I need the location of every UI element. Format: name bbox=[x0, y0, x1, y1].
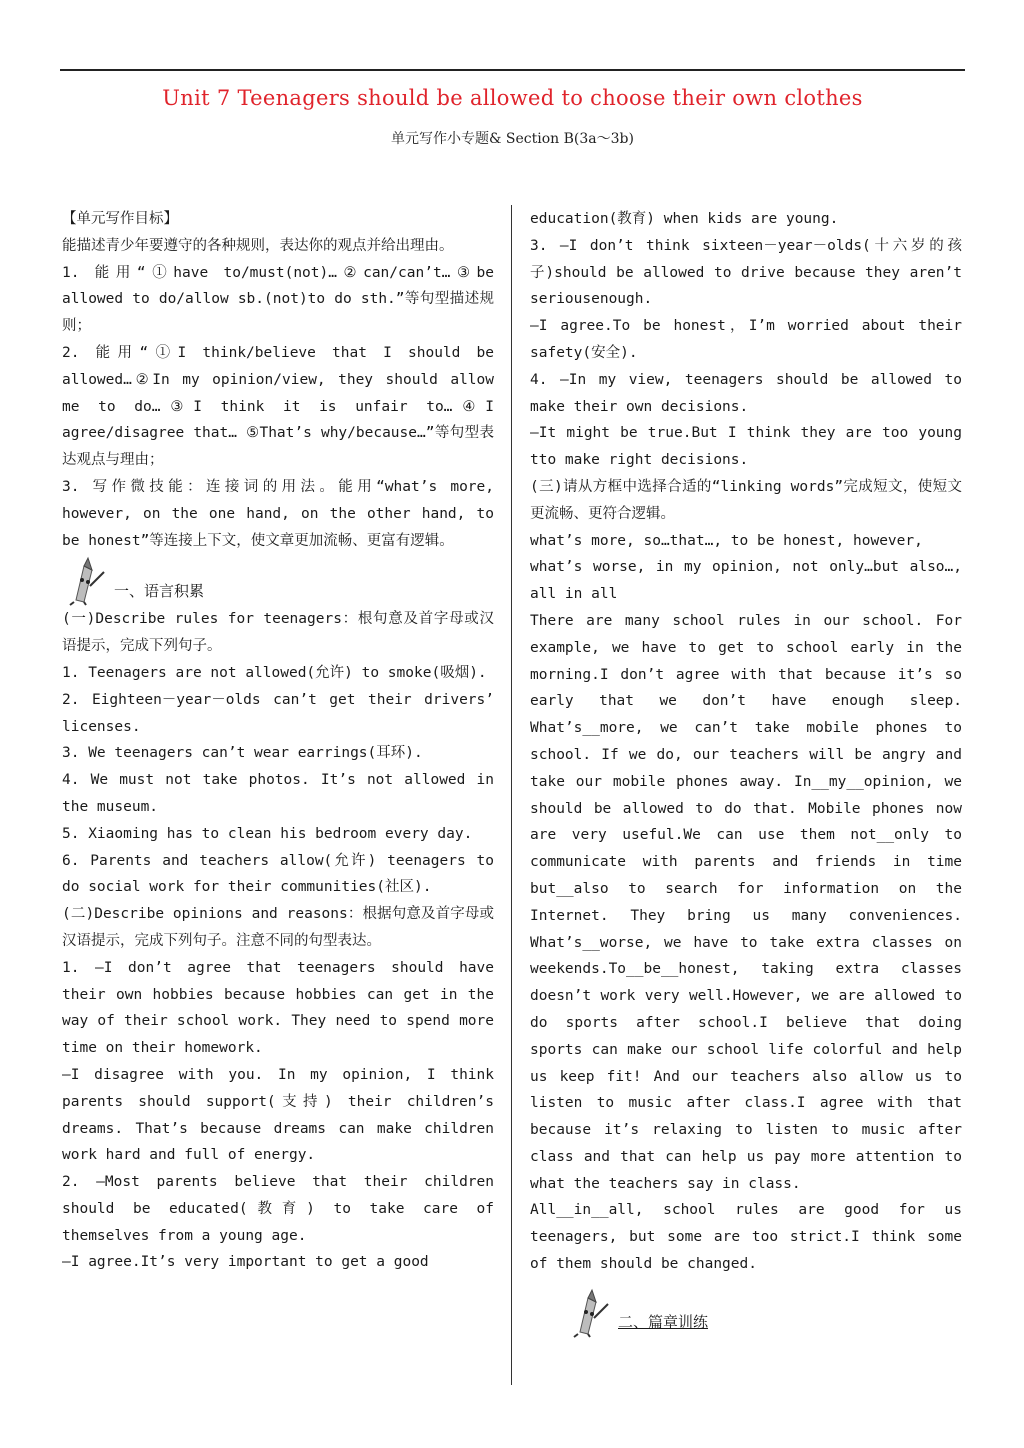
exercise-2-item-3a: 3. —I don’t think sixteen－year－olds(十六岁的孩子)should be allowed to drive because they aren’t seriousenough. bbox=[530, 237, 962, 308]
exercise-2-item-3b: —I agree.To be honest，I’m worried about their safety(安全). bbox=[530, 318, 962, 361]
linking-words-row-1: what’s more, so…that…, to be honest, however, bbox=[530, 532, 923, 549]
exercise-1-item-4: 4. We must not take photos. It’s not allowed in the museum. bbox=[62, 772, 494, 815]
exercise-2-item-1b: —I disagree with you. In my opinion, I think parents should support(支持) their children’s dreams. That’s because dreams can make children work hard and full of energy. bbox=[62, 1066, 494, 1164]
exercise-1-item-1: 1. Teenagers are not allowed(允许) to smoke(吸烟). bbox=[62, 664, 487, 681]
exercise-1-item-6: 6. Parents and teachers allow(允许) teenagers to do social work for their communities(社区). bbox=[62, 852, 494, 896]
exercise-3-instruction: (三)请从方框中选择合适的“linking words”完成短文，使短文更流畅、更符合逻辑。 bbox=[530, 478, 962, 522]
exercise-2-item-2b: —I agree.It’s very important to get a good bbox=[62, 1254, 429, 1271]
section-language-heading bbox=[62, 554, 494, 606]
pencil-teacher-icon bbox=[62, 556, 108, 606]
exercise-2-item-4b: —It might be true.But I think they are too young tto make right decisions. bbox=[530, 425, 962, 469]
top-rule bbox=[60, 69, 965, 71]
exercise-2-item-1a: 1. —I don’t agree that teenagers should have their own hobbies because hobbies can get in the way of their school work. They need to spend more time on their homework. bbox=[62, 959, 494, 1057]
writing-goals-intro: 能描述青少年要遵守的各种规则，表达你的观点并给出理由。 bbox=[62, 237, 454, 254]
exercise-2-item-2b-cont: education(教育) when kids are young. bbox=[530, 211, 839, 227]
passage-body: There are many school rules in our school. For example, we have to get to school early in the morning.I don’t agree with that because it’s so early that we don’t have enough sleep. What’s__more, we can’t take mobile phones to school. If we do, our teachers will be angry and take our mobile phones away. In__my__opinion, we should be allowed to do that. Mobile phones now are very useful.We can use them not__only to communicate with parents and friends in time but__also to search for information on the Internet. They bring us many conveniences. What’s__worse, we have to take extra classes on weekends.To__be__honest, taking extra classes doesn’t work very well.However, we are allowed to do sports after school.I believe that doing sports can make our school life colorful and help us keep fit! And our teachers also allow us to listen to music after class.I agree with that because it’s relaxing to listen to music after class and that can help us pay more attention to what the teachers say in class. bbox=[530, 612, 962, 1192]
exercise-2-item-4a: 4. —In my view, teenagers should be allowed to make their own decisions. bbox=[530, 371, 962, 415]
exercise-1-item-3: 3. We teenagers can’t wear earrings(耳环). bbox=[62, 745, 423, 762]
writing-goal-3: 3. 写作微技能：连接词的用法。能用“what’s more, however, on the one hand, on the other hand, to be honest”等连接上下文，使文章更加流畅、更富有逻辑。 bbox=[62, 478, 494, 549]
writing-goal-1: 1. 能用“①have to/must(not)…②can/can’t…③be allowed to do/allow sb.(not)to do sth.”等句型描述规则； bbox=[62, 264, 494, 335]
page-subtitle: 单元写作小专题& Section B(3a～3b) bbox=[391, 131, 634, 147]
pencil-teacher-icon bbox=[566, 1288, 612, 1338]
column-divider bbox=[511, 205, 512, 1385]
section-passage-heading bbox=[566, 1286, 962, 1338]
exercise-1-item-2: 2. Eighteen－year－olds can’t get their drivers’ licenses. bbox=[62, 691, 494, 735]
exercise-1-instruction: (一)Describe rules for teenagers：根句意及首字母或汉语提示，完成下列句子。 bbox=[62, 611, 494, 655]
exercise-2-instruction: (二)Describe opinions and reasons：根据句意及首字母或汉语提示，完成下列句子。注意不同的句型表达。 bbox=[62, 906, 494, 949]
section-passage-label: 二、篇章训练 bbox=[618, 1313, 709, 1332]
exercise-2-item-2a: 2. —Most parents believe that their children should be educated(教育) to take care of themselves from a young age. bbox=[62, 1174, 494, 1244]
exercise-1-item-5: 5. Xiaoming has to clean his bedroom every day. bbox=[62, 825, 473, 842]
writing-goals-heading: 【单元写作目标】 bbox=[62, 211, 178, 227]
writing-goal-2: 2. 能用“①I think/believe that I should be allowed…②In my opinion/view, they should allow me to do…③I think it is unfair to…④I agree/disagree that… ⑤That’s why/because…”等句型表达观点与理由； bbox=[62, 344, 494, 469]
left-column bbox=[62, 206, 494, 1276]
passage-conclusion: All__in__all, school rules are good for us teenagers, but some are too strict.I think some of them should be changed. bbox=[530, 1202, 962, 1273]
page-title: Unit 7 Teenagers should be allowed to choose their own clothes bbox=[162, 86, 863, 110]
section-language-label: 一、语言积累 bbox=[114, 581, 205, 600]
right-column bbox=[530, 206, 962, 1338]
linking-words-row-2: what’s worse, in my opinion, not only…but also…, all in all bbox=[530, 559, 962, 603]
